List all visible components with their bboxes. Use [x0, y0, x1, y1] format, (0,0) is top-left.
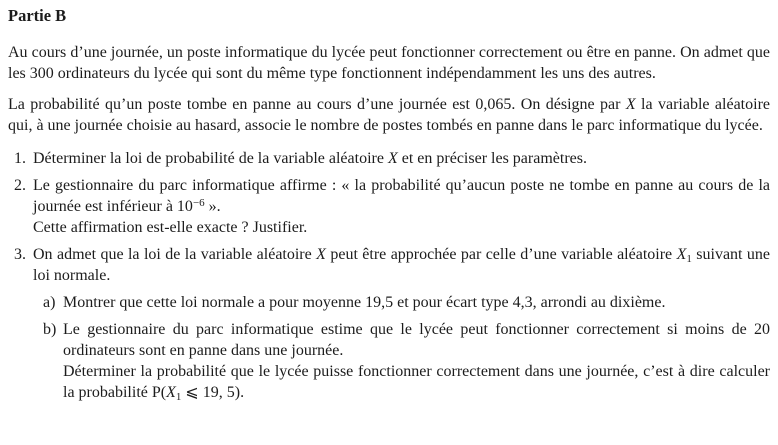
intro-text: Au cours d’une journée, un poste informatique du lycée peut fonctionner correctement ou être en panne. On admet que les 300 ordinateurs du lycée qui sont du même type fonctionnent indépendamment les uns des autres.: [8, 44, 770, 82]
question-item-2: [14, 175, 770, 238]
intro-paragraph: [8, 42, 770, 84]
math-subscript: 1: [175, 391, 182, 403]
subquestion-label: b): [43, 321, 57, 338]
text-segment: peut être approchée par celle d’une variable aléatoire: [325, 246, 677, 263]
subquestion-item-b: [33, 319, 770, 403]
math-subscript: 1: [686, 253, 692, 265]
text-segment: ⩽ 19, 5).: [181, 384, 245, 401]
probability-paragraph: [8, 94, 770, 136]
question-number: 3.: [14, 246, 26, 263]
text-segment: On admet que la loi de la variable aléatoire: [33, 246, 317, 263]
question-claim: [33, 175, 770, 217]
question-item-1: [14, 148, 770, 169]
text-segment: ».: [204, 198, 221, 215]
subquestion-body: [63, 319, 770, 403]
math-variable-X: X: [625, 96, 636, 113]
question-body: [33, 244, 770, 403]
text-segment: la variable aléatoire qui, à une journée choisie au hasard, associe le nombre de postes tombés en panne dans le parc informatique du lycée.: [8, 96, 770, 134]
text-segment: et en préciser les paramètres.: [397, 150, 587, 167]
subquestion-task: [63, 361, 770, 403]
subquestion-statement: Le gestionnaire du parc informatique estime que le lycée peut fonctionner correctement si moins de 20 ordinateurs sont en panne dans une journée.: [63, 321, 770, 359]
math-variable-X1: X: [676, 246, 687, 263]
text-segment: Le gestionnaire du parc informatique affirme : « la probabilité qu’aucun poste ne tombe en panne au cours de la journée est inférieur à 10: [33, 177, 770, 215]
text-segment: La probabilité qu’un poste tombe en panne au cours d’une journée est 0,065. On désigne par: [8, 96, 626, 113]
text-segment: suivant une loi normale.: [33, 246, 771, 284]
math-variable-X: X: [316, 246, 326, 263]
text-segment: Montrer que cette loi normale a pour moyenne 19,5 et pour écart type 4,3, arrondi au dixième.: [63, 294, 666, 311]
question-body: [33, 175, 770, 238]
subquestion-label: a): [43, 294, 56, 311]
question-item-3: [14, 244, 770, 403]
question-intro: [33, 244, 770, 286]
math-variable-X1: X: [166, 384, 176, 401]
subquestion-body: [63, 292, 770, 313]
text-segment: Déterminer la loi de probabilité de la variable aléatoire: [33, 150, 388, 167]
subquestion-item-a: [33, 292, 770, 313]
question-number: 1.: [14, 150, 26, 167]
section-heading: Partie B: [8, 6, 67, 25]
text-segment: Déterminer la probabilité que le lycée puisse fonctionner correctement dans une journée, c’est à dire calculer la probabilité P(: [63, 363, 770, 401]
math-exponent: −6: [192, 197, 205, 209]
question-number: 2.: [14, 177, 26, 194]
math-variable-X: X: [387, 150, 398, 167]
question-body: [33, 148, 770, 169]
question-list: [8, 148, 770, 403]
question-followup: Cette affirmation est-elle exacte ? Justifier.: [33, 219, 308, 236]
